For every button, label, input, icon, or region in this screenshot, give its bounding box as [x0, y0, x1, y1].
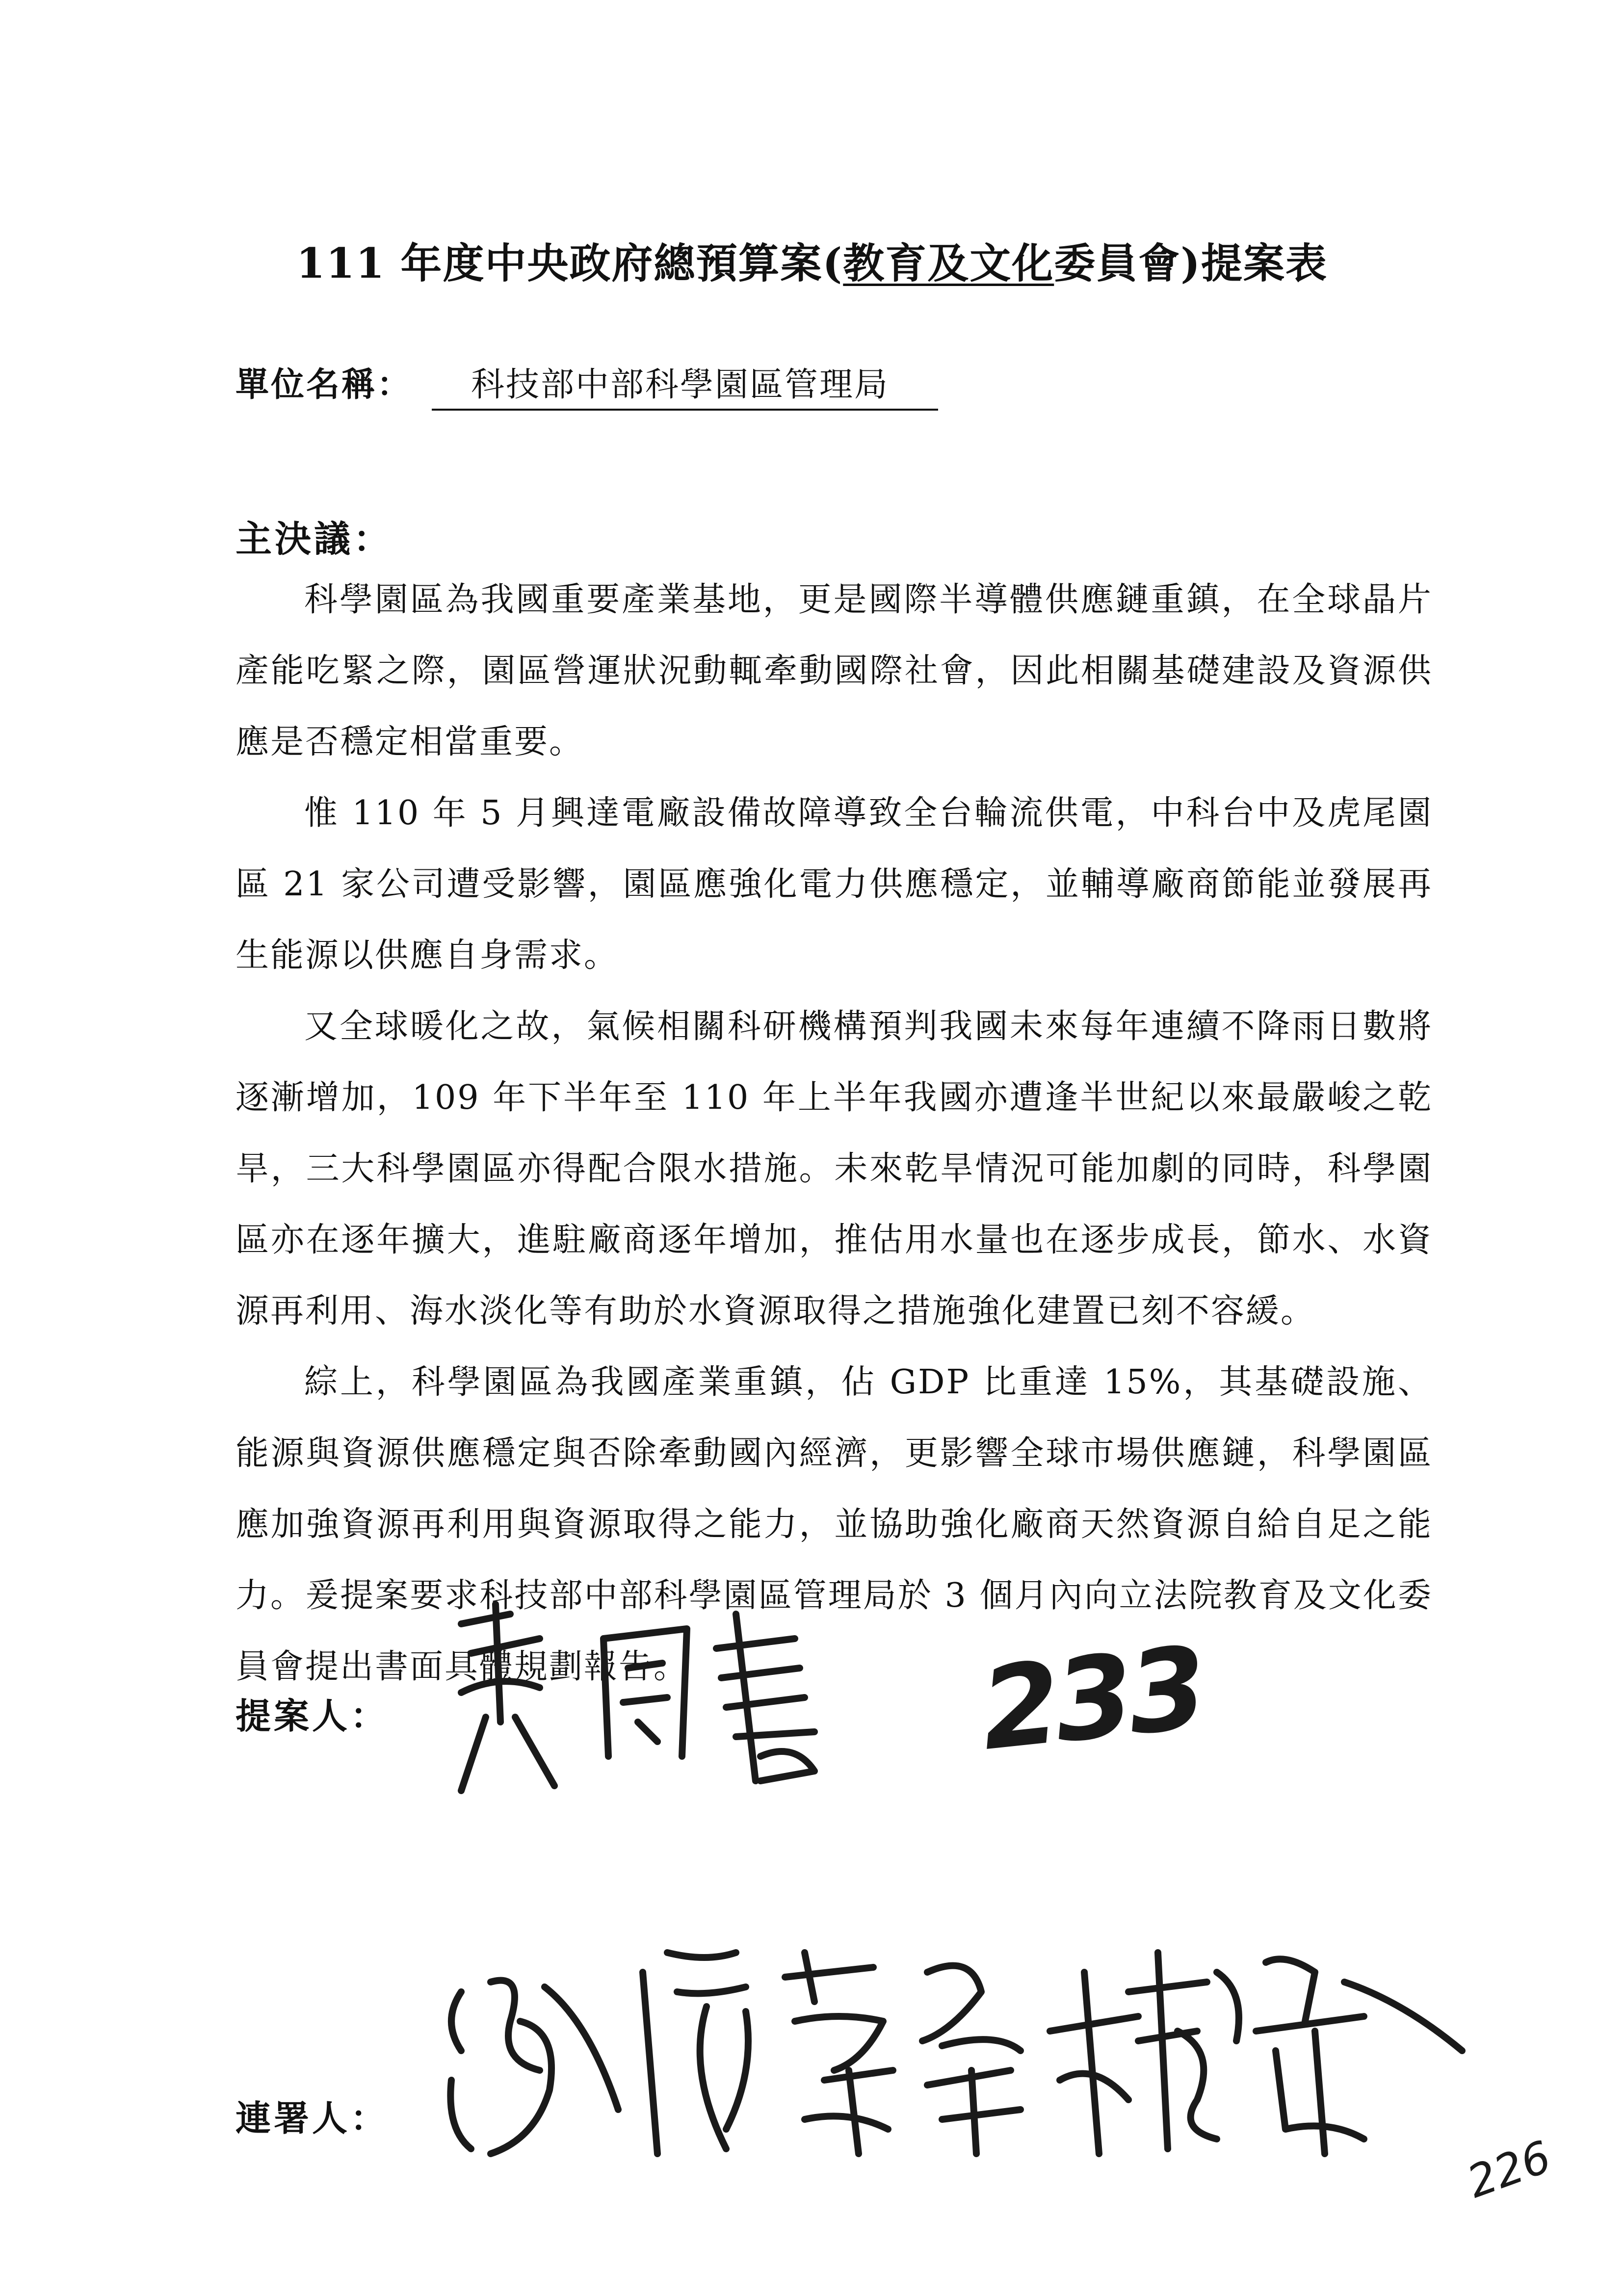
- unit-label: 單位名稱：: [236, 365, 413, 404]
- title-prefix: 111 年度中央政府總預算案(: [296, 239, 843, 287]
- paragraph-2: 惟 110 年 5 月興達電廠設備故障導致全台輪流供電，中科台中及虎尾園區 21 家公司遭受影響，園區應強化電力供應穩定，並輔導廠商節能並發展再生能源以供應自身需求。: [236, 794, 1433, 975]
- document-title: [0, 231, 1624, 290]
- unit-row: [236, 358, 938, 411]
- resolution-heading: 主決議：: [236, 518, 393, 560]
- paragraph-1: 科學園區為我國重要產業基地，更是國際半導體供應鏈重鎮，在全球晶片產能吃緊之際，園區營運狀況動輒牽動國際社會，因此相關基礎建設及資源供應是否穩定相當重要。: [236, 580, 1433, 761]
- unit-value: 科技部中部科學園區管理局: [432, 358, 938, 411]
- title-suffix: 委員會)提案表: [1054, 239, 1328, 287]
- proposer-signature: [442, 1594, 883, 1800]
- paragraph-4: 綜上，科學園區為我國產業重鎮，佔 GDP 比重達 15%，其基礎設施、能源與資源供應穩定與否除牽動國內經濟，更影響全球市場供應鏈，科學園區應加強資源再利用與資源取得之能力，並協助強化廠商天然資源自給自足之能力。爰提案要求科技部中部科學園區管理局於 3 個月內向立法院教育及文化委員會提出書面具體規劃報告。: [236, 1363, 1433, 1686]
- paragraph-3: 又全球暖化之故，氣候相關科研機構預判我國未來每年連續不降雨日數將逐漸增加，109 年下半年至 110 年上半年我國亦遭逢半世紀以來最嚴峻之乾旱，三大科學園區亦得配合限水措施。未來乾旱情況可能加劇的同時，科學園區亦在逐年擴大，進駐廠商逐年增加，推估用水量也在逐步成長，節水、水資源再利用、海水淡化等有助於水資源取得之措施強化建置已刻不容緩。: [236, 1007, 1433, 1331]
- resolution-body: [236, 564, 1433, 1702]
- handwritten-number: 233: [975, 1622, 1208, 1776]
- cosigner-signatures: [432, 1923, 1511, 2178]
- cosigner-label: 連署人：: [236, 2097, 389, 2139]
- proposer-label: 提案人：: [236, 1695, 389, 1737]
- page-number: 226: [1461, 2131, 1558, 2209]
- title-committee: 教育及文化: [843, 239, 1054, 287]
